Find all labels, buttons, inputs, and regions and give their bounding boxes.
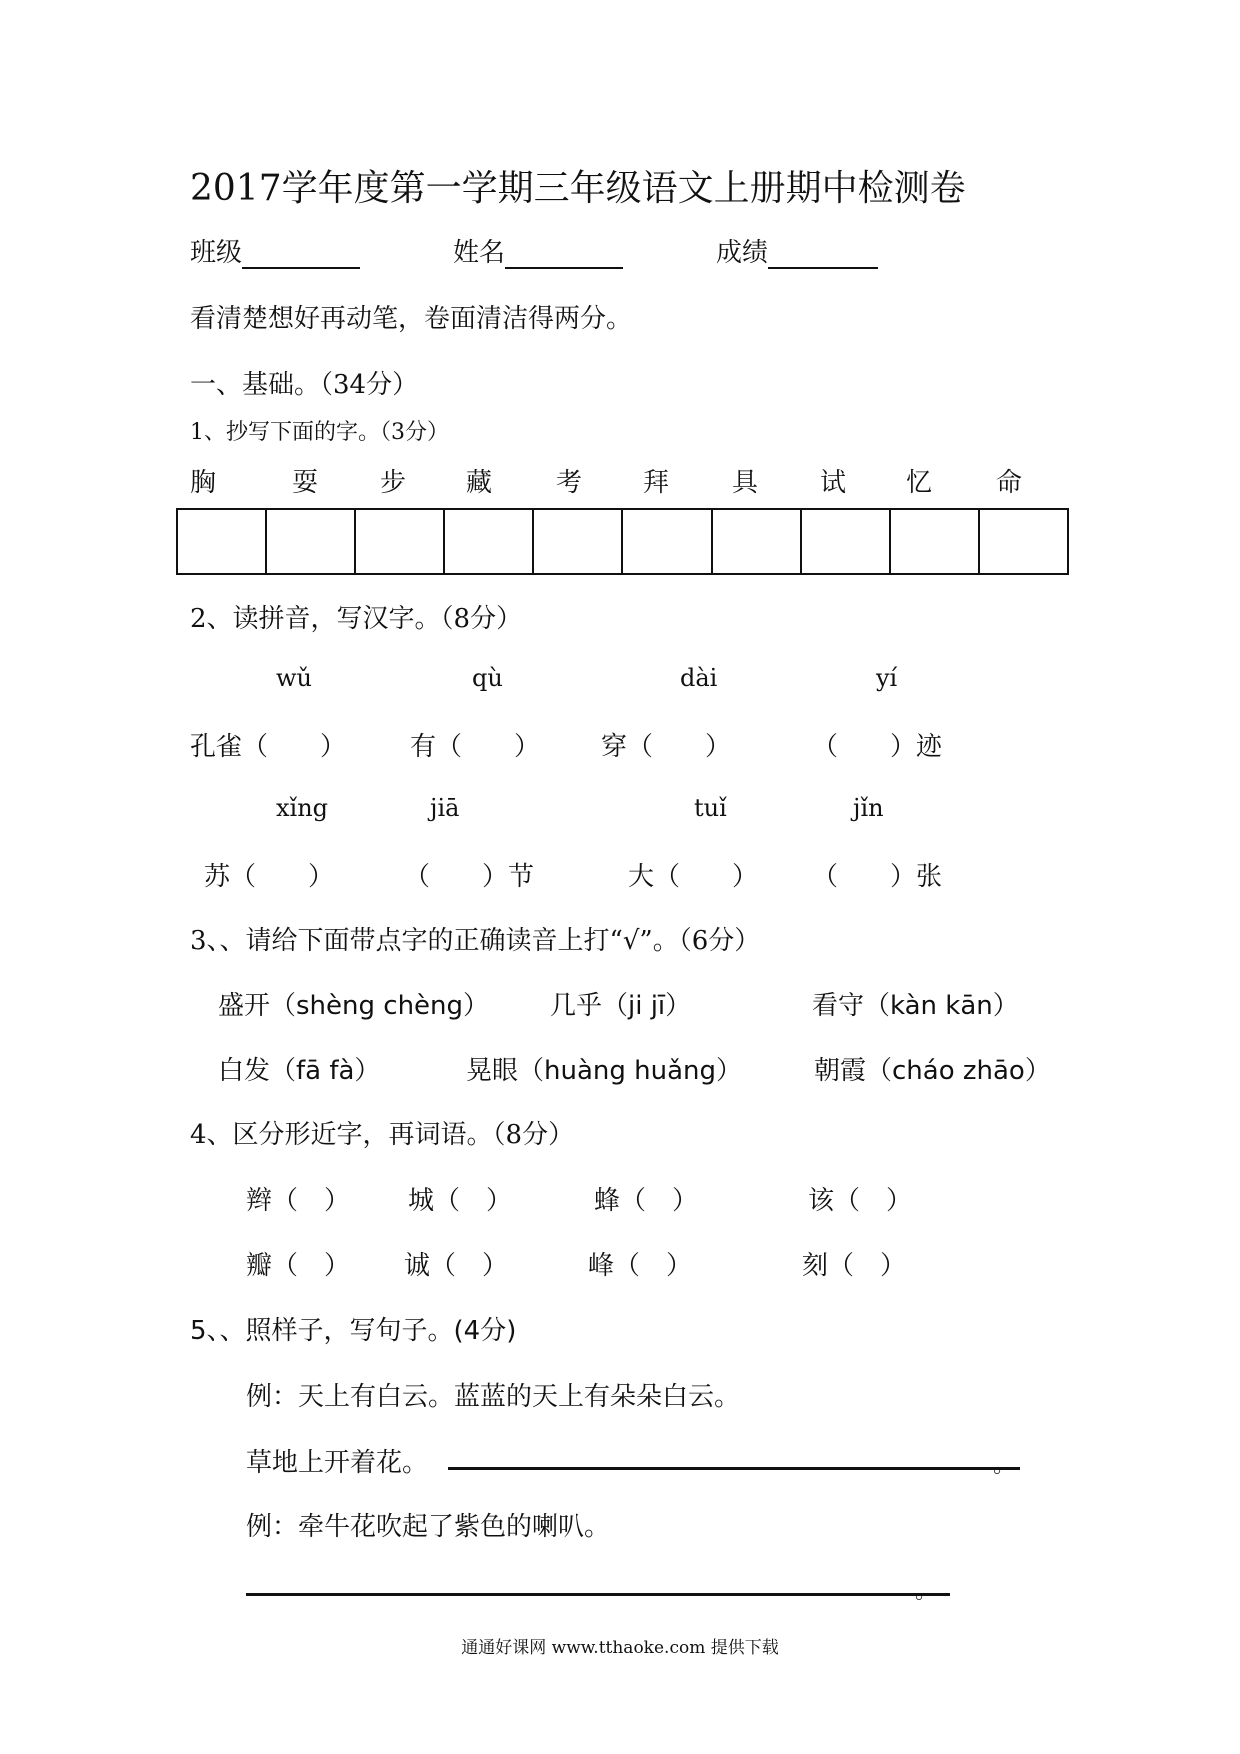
- q2-pinyin: jǐn: [853, 794, 884, 822]
- instruction: 看清楚想好再动笔，卷面清洁得两分。: [190, 304, 633, 334]
- q1-heading: 1、抄写下面的字。（3分）: [190, 420, 449, 445]
- q2-word: 有（ ）: [410, 732, 541, 762]
- q3-item: 朝霞（cháo zhāo）: [814, 1056, 1051, 1086]
- q4-heading: 4、区分形近字，再词语。（8分）: [190, 1120, 575, 1150]
- q2-pinyin: jiā: [430, 794, 460, 822]
- period-mark: 。: [915, 1579, 938, 1604]
- q2-pinyin: yí: [876, 664, 898, 692]
- q1-char-6: 具: [732, 468, 759, 498]
- q2-word: 孔雀（ ）: [190, 732, 347, 762]
- q2-word: （ ）迹: [812, 732, 943, 762]
- section1-heading: 一、基础。（34分）: [190, 370, 419, 400]
- copy-box[interactable]: [623, 510, 712, 573]
- copy-box[interactable]: [713, 510, 802, 573]
- class-field: [190, 232, 360, 269]
- page-title: 2017学年度第一学期三年级语文上册期中检测卷: [190, 168, 966, 209]
- class-blank: [242, 241, 360, 269]
- q1-char-3: 藏: [466, 468, 493, 498]
- q2-pinyin: xǐng: [276, 794, 329, 822]
- copy-box[interactable]: [267, 510, 356, 573]
- q1-char-7: 试: [820, 468, 847, 498]
- answer-line-2[interactable]: [246, 1593, 950, 1596]
- q4-item: 诚（ ）: [404, 1251, 509, 1281]
- q4-item: 刻（ ）: [802, 1251, 907, 1281]
- q2-word: 苏（ ）: [204, 862, 335, 892]
- q5-example-2: 例：牵牛花吹起了紫色的喇叭。: [246, 1512, 611, 1542]
- q3-item: 看守（kàn kān）: [812, 991, 1019, 1021]
- name-label: 姓名: [453, 238, 506, 268]
- q4-item: 辫（ ）: [246, 1186, 351, 1216]
- q2-word: 大（ ）: [628, 862, 759, 892]
- copy-box[interactable]: [356, 510, 445, 573]
- q1-char-4: 考: [556, 468, 583, 498]
- q4-item: 城（ ）: [408, 1186, 513, 1216]
- copy-box[interactable]: [891, 510, 980, 573]
- period-mark: 。: [993, 1453, 1016, 1478]
- q1-char-5: 拜: [643, 468, 670, 498]
- q4-item: 蜂（ ）: [594, 1186, 699, 1216]
- score-field: [716, 232, 878, 269]
- copy-box[interactable]: [534, 510, 623, 573]
- q2-heading: 2、读拼音，写汉字。（8分）: [190, 604, 523, 634]
- q2-pinyin: qù: [472, 664, 503, 692]
- q2-word: 穿（ ）: [601, 732, 732, 762]
- q5-example-1: 例：天上有白云。蓝蓝的天上有朵朵白云。: [246, 1382, 741, 1412]
- q1-char-9: 命: [996, 468, 1023, 498]
- score-blank: [768, 241, 878, 269]
- copy-box[interactable]: [445, 510, 534, 573]
- copy-grid: [176, 508, 1069, 575]
- q2-pinyin: wǔ: [276, 664, 312, 692]
- q1-char-8: 忆: [906, 468, 933, 498]
- q4-item: 瓣（ ）: [246, 1251, 351, 1281]
- copy-box[interactable]: [980, 510, 1067, 573]
- name-blank: [505, 241, 623, 269]
- q1-char-0: 胸: [190, 468, 217, 498]
- q3-item: 几乎（ji jī）: [550, 991, 692, 1021]
- q3-item: 白发（fā fà）: [218, 1056, 381, 1086]
- q2-pinyin: dài: [680, 664, 718, 692]
- q1-char-2: 步: [380, 468, 407, 498]
- q2-word: （ ）节: [404, 862, 535, 892]
- name-field: [453, 232, 623, 269]
- footer-credit: 通通好课网 www.tthaoke.com 提供下载: [461, 1638, 779, 1658]
- q5-prompt-1: 草地上开着花。: [246, 1448, 429, 1478]
- copy-box[interactable]: [178, 510, 267, 573]
- q4-item: 峰（ ）: [588, 1251, 693, 1281]
- class-label: 班级: [190, 238, 243, 268]
- q3-heading: 3、、请给下面带点字的正确读音上打“√”。（6分）: [190, 926, 761, 956]
- q5-heading: 5、、照样子，写句子。(4分): [190, 1316, 517, 1346]
- q2-pinyin: tuǐ: [694, 794, 727, 822]
- q3-item: 盛开（shèng chèng）: [218, 991, 490, 1021]
- q4-item: 该（ ）: [808, 1186, 913, 1216]
- q3-item: 晃眼（huàng huǎng）: [466, 1056, 743, 1086]
- answer-line-1[interactable]: [448, 1467, 1020, 1470]
- copy-box[interactable]: [802, 510, 891, 573]
- score-label: 成绩: [716, 238, 769, 268]
- q1-char-1: 耍: [292, 468, 319, 498]
- q2-word: （ ）张: [812, 862, 943, 892]
